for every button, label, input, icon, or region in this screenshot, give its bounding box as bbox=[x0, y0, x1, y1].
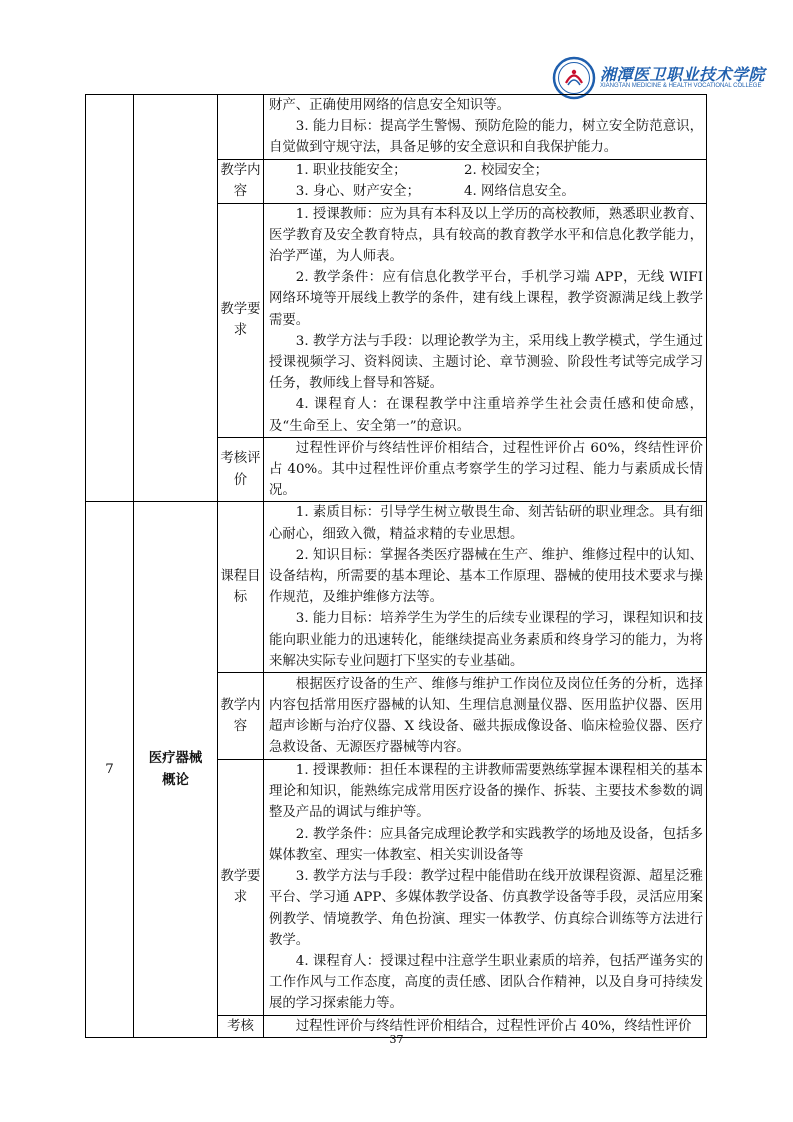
requirement-text: 1. 授课教师：担任本课程的主讲教师需要熟练掌握本课程相关的基本理论和知识，能熟练完成常用医疗设备的操作、拆装、主要技术参数的调整及产品的调试与维护等。 bbox=[269, 763, 703, 821]
content-item: 4. 网络信息安全。 bbox=[464, 184, 575, 200]
school-name-cn: 湘潭医卫职业技术学院 bbox=[600, 65, 766, 84]
course-table bbox=[85, 94, 707, 1038]
course-goals bbox=[264, 502, 707, 673]
teaching-requirements bbox=[264, 760, 707, 1015]
teaching-content bbox=[264, 673, 707, 760]
course-number: 7 bbox=[86, 502, 134, 1037]
assessment-paragraph: 过程性评价与终结性评价相结合，过程性评价占 40%，终结性评价 bbox=[295, 1018, 692, 1034]
row-label-empty bbox=[218, 95, 264, 160]
requirement-text: 4. 课程育人：授课过程中注意学生职业素质的培养，包括严谨务实的工作作风与工作态度，高度的责任感、团队合作精神，以及自身可持续发展的学习探索能力等。 bbox=[269, 953, 703, 1012]
row-label: 教学内容 bbox=[218, 159, 264, 203]
row-label: 考核评价 bbox=[218, 437, 264, 502]
requirement-text: 3. 教学方法与手段：教学过程中能借助在线开放课程资源、超星泛雅平台、学习通 APP、多媒体教学设备、仿真教学设备等手段，灵活应用案例教学、情境教学、角色扮演、理实一体教学、仿真综合训练等方法进行教学。 bbox=[269, 869, 703, 948]
goal-text: 3. 能力目标：培养学生为学生的后续专业课程的学习，课程知识和技能向职业能力的迅速转化，能继续提高业务素质和终身学习的能力，为将来解决实际专业问题打下坚实的专业基础。 bbox=[269, 611, 703, 669]
page-number: 37 bbox=[389, 1033, 404, 1046]
assessment-text bbox=[264, 437, 707, 502]
course-goals-continued bbox=[264, 95, 707, 160]
goal-text: 1. 素质目标：引导学生树立敬畏生命、刻苦钻研的职业理念。具有细心耐心，细致入微，精益求精的专业思想。 bbox=[269, 505, 703, 542]
row-label: 教学内容 bbox=[218, 673, 264, 760]
goal-text: 财产、正确使用网络的信息安全知识等。 bbox=[269, 98, 511, 113]
content-item: 1. 职业技能安全； bbox=[295, 162, 407, 178]
goal-text: 3. 能力目标：提高学生警惕、预防危险的能力，树立安全防范意识，自觉做到守规守法，具备足够的安全意识和自我保护能力。 bbox=[269, 119, 703, 156]
assessment-paragraph: 过程性评价与终结性评价相结合，过程性评价占 60%，终结性评价占 40%。其中过程性评价重点考察学生的学习过程、能力与素质成长情况。 bbox=[269, 440, 703, 499]
course-name bbox=[134, 502, 218, 1037]
requirement-text: 2. 教学条件：应具备完成理论教学和实践教学的场地及设备，包括多媒体教室、理实一体教室、相关实训设备等 bbox=[269, 826, 703, 863]
requirement-text: 4. 课程育人：在课程教学中注重培养学生社会责任感和使命感，及“生命至上、安全第一”的意识。 bbox=[269, 397, 703, 434]
content-paragraph: 根据医疗设备的生产、维修与维护工作岗位及岗位任务的分析，选择内容包括常用医疗器械的认知、生理信息测量仪器、医用监护仪器、医用超声诊断与治疗仪器、X 线设备、磁共振成像设备、临床检验仪器、医疗急救设备、无源医疗器械等内容。 bbox=[269, 676, 703, 756]
requirement-text: 1. 授课教师：应为具有本科及以上学历的高校教师，熟悉职业教育、医学教育及安全教育特点，具有较高的教育教学水平和信息化教学能力，治学严谨，为人师表。 bbox=[269, 206, 703, 265]
course-name-cell bbox=[134, 95, 218, 502]
row-label: 教学要求 bbox=[218, 760, 264, 1015]
goal-text: 2. 知识目标：掌握各类医疗器械在生产、维护、维修过程中的认知、设备结构，所需要的基本理论、基本工作原理、器械的使用技术要求与操作规范，及维护维修方法等。 bbox=[269, 547, 703, 606]
course-name-line: 医疗器械 bbox=[148, 751, 203, 767]
course-number-cell bbox=[86, 95, 134, 502]
content-item: 2. 校园安全； bbox=[464, 162, 548, 178]
row-label: 教学要求 bbox=[218, 203, 264, 437]
course-name-line: 概论 bbox=[162, 772, 189, 788]
teaching-content bbox=[264, 159, 707, 203]
requirement-text: 3. 教学方法与手段：以理论教学为主，采用线上教学模式，学生通过授课视频学习、资料阅读、主题讨论、章节测验、阶段性考试等完成学习任务，教师线上督导和答疑。 bbox=[269, 333, 703, 392]
school-name-en: XIANGTAN MEDICINE & HEALTH VOCATIONAL COLLEGE bbox=[600, 83, 762, 89]
row-label: 课程目标 bbox=[218, 502, 264, 673]
table-row bbox=[86, 502, 707, 673]
requirement-text: 2. 教学条件：应有信息化教学平台，手机学习端 APP，无线 WIFI 网络环境等开展线上教学的条件，建有线上课程，教学资源满足线上教学需要。 bbox=[269, 270, 703, 328]
teaching-requirements bbox=[264, 203, 707, 437]
table-row bbox=[86, 95, 707, 160]
content-item: 3. 身心、财产安全； bbox=[295, 184, 420, 200]
row-label: 考核 bbox=[218, 1015, 264, 1037]
